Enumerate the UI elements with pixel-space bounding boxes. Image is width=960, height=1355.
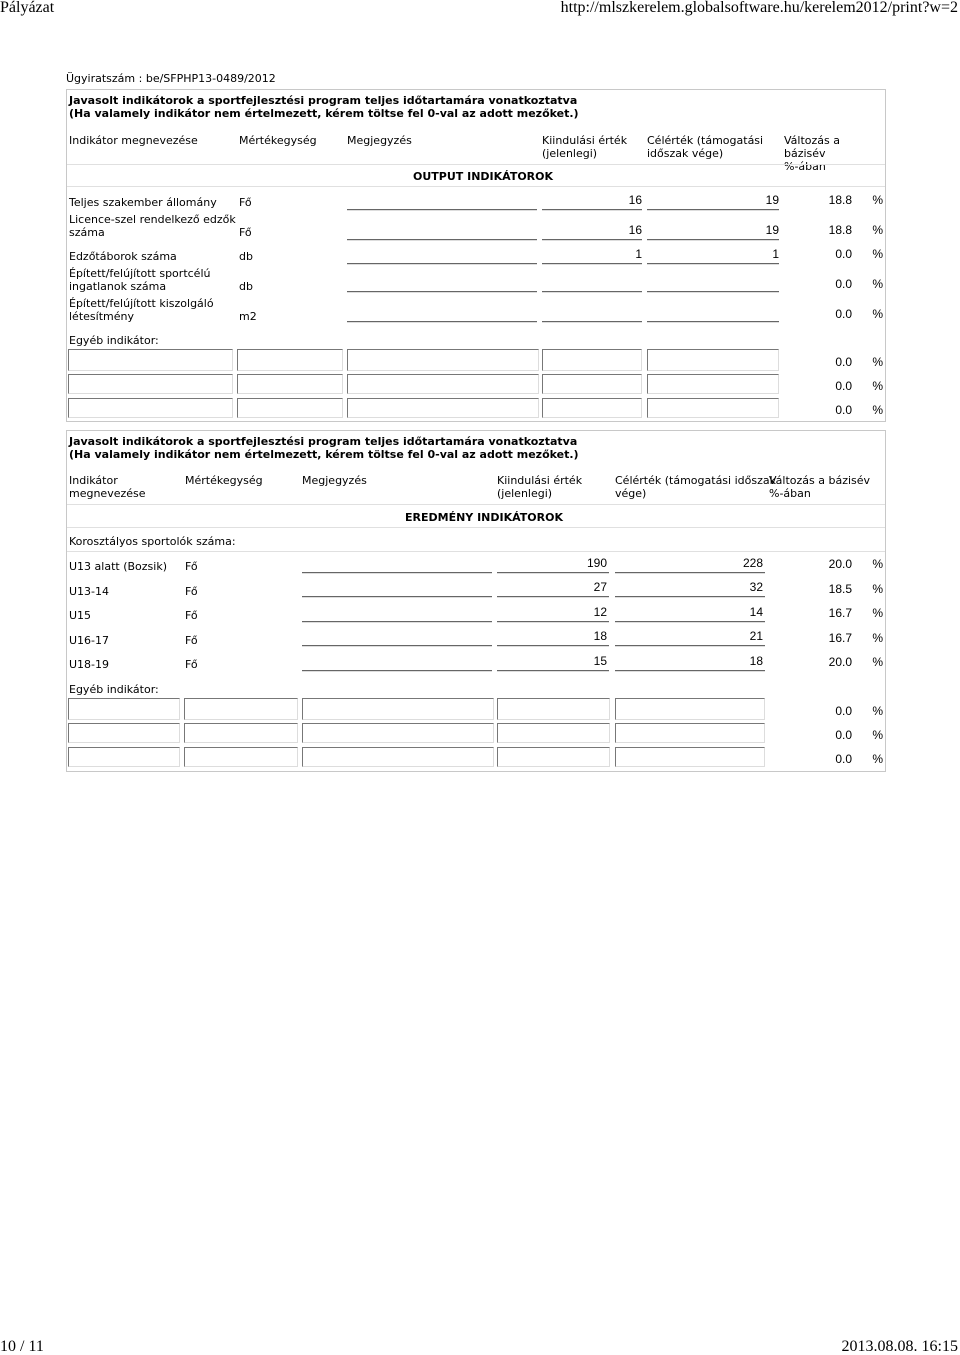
- change-value: 16.7: [828, 631, 852, 645]
- percent-sign: %: [872, 631, 883, 645]
- col-header-name: [69, 474, 146, 500]
- other-note-input[interactable]: [302, 723, 494, 743]
- start-input-underline: [497, 572, 609, 574]
- other-target-input[interactable]: [647, 349, 779, 371]
- col-header-change-line-1: Változás a bázisév: [784, 134, 840, 160]
- row-unit: Fő: [185, 609, 198, 622]
- change-value: 18.8: [828, 223, 852, 237]
- row-name-line-2: ingatlanok száma: [69, 280, 167, 293]
- row-unit: Fő: [185, 560, 198, 573]
- change-value: 0.0: [835, 728, 852, 742]
- start-input-underline: [542, 239, 642, 241]
- col-header-start-line-2: (jelenlegi): [497, 487, 553, 500]
- target-input-underline: [647, 321, 779, 323]
- col-header-name: Indikátor megnevezése: [69, 134, 198, 147]
- other-note-input[interactable]: [347, 374, 539, 394]
- change-value: 20.0: [828, 655, 852, 669]
- col-header-start: [497, 474, 582, 500]
- note-input[interactable]: [347, 321, 537, 323]
- start-value[interactable]: 16: [628, 193, 642, 207]
- row-unit: db: [239, 250, 253, 263]
- change-value: 0.0: [835, 355, 852, 369]
- start-input-underline: [542, 263, 642, 265]
- note-input[interactable]: [347, 263, 537, 265]
- other-target-input[interactable]: [647, 398, 779, 418]
- start-input-underline: [497, 621, 609, 623]
- row-unit: Fő: [185, 658, 198, 671]
- percent-sign: %: [872, 728, 883, 742]
- row-name-line-2: száma: [69, 226, 105, 239]
- other-indicator-label: Egyéb indikátor:: [69, 334, 159, 347]
- target-value[interactable]: 32: [749, 580, 763, 594]
- target-input-underline: [615, 621, 765, 623]
- note-input[interactable]: [347, 291, 537, 293]
- header-separator: [67, 164, 885, 165]
- other-start-input[interactable]: [542, 398, 642, 418]
- percent-sign: %: [872, 307, 883, 321]
- note-input[interactable]: [347, 209, 537, 211]
- start-value[interactable]: 12: [593, 605, 607, 619]
- change-value: 0.0: [835, 704, 852, 718]
- percent-sign: %: [872, 704, 883, 718]
- percent-sign: %: [872, 355, 883, 369]
- start-value[interactable]: 27: [593, 580, 607, 594]
- percent-sign: %: [872, 223, 883, 237]
- result-title-line-1: Javasolt indikátorok a sportfejlesztési program teljes időtartamára vonatkoztatva: [69, 435, 578, 448]
- col-header-target-line-1: Célérték (támogatási időszak: [615, 474, 776, 487]
- target-input-underline: [647, 263, 779, 265]
- other-name-input[interactable]: [68, 747, 180, 767]
- start-input-underline: [497, 596, 609, 598]
- other-name-input[interactable]: [68, 723, 180, 743]
- other-note-input[interactable]: [302, 747, 494, 767]
- col-header-name-line-2: megnevezése: [69, 487, 146, 500]
- start-value[interactable]: 1: [635, 247, 642, 261]
- target-value[interactable]: 19: [765, 223, 779, 237]
- other-unit-input[interactable]: [184, 723, 298, 743]
- other-unit-input[interactable]: [237, 398, 343, 418]
- percent-sign: %: [872, 277, 883, 291]
- target-value[interactable]: 21: [749, 629, 763, 643]
- start-value[interactable]: 16: [628, 223, 642, 237]
- target-value[interactable]: 14: [749, 605, 763, 619]
- target-input-underline: [615, 572, 765, 574]
- target-input-underline: [615, 670, 765, 672]
- target-value[interactable]: 228: [742, 556, 763, 570]
- row-unit: db: [239, 280, 253, 293]
- start-value[interactable]: 190: [586, 556, 607, 570]
- row-unit: Fő: [185, 585, 198, 598]
- percent-sign: %: [872, 193, 883, 207]
- other-note-input[interactable]: [347, 398, 539, 418]
- section-title-result: EREDMÉNY INDIKÁTOROK: [405, 511, 563, 524]
- section-separator: [67, 186, 885, 187]
- change-value: 20.0: [828, 557, 852, 571]
- change-value: 0.0: [835, 752, 852, 766]
- row-name: U16-17: [69, 634, 110, 647]
- other-note-input[interactable]: [347, 349, 539, 371]
- row-name: [69, 213, 236, 239]
- col-header-target: [615, 474, 776, 500]
- col-header-target: [647, 134, 763, 160]
- percent-sign: %: [872, 582, 883, 596]
- col-header-start-line-2: (jelenlegi): [542, 147, 598, 160]
- other-start-input[interactable]: [497, 723, 610, 743]
- other-unit-input[interactable]: [184, 698, 298, 720]
- other-name-input[interactable]: [68, 374, 233, 394]
- other-indicator-label: Egyéb indikátor:: [69, 683, 159, 696]
- col-header-target-line-2: időszak vége): [647, 147, 724, 160]
- other-name-input[interactable]: [68, 398, 233, 418]
- change-value: 0.0: [835, 307, 852, 321]
- age-group-label: Korosztályos sportolók száma:: [69, 535, 236, 548]
- col-header-change: [784, 134, 885, 173]
- col-header-target-line-2: vége): [615, 487, 647, 500]
- row-name: [69, 297, 214, 323]
- other-unit-input[interactable]: [237, 374, 343, 394]
- target-input-underline: [615, 596, 765, 598]
- change-value: 18.8: [828, 193, 852, 207]
- col-header-unit: Mértékegység: [239, 134, 317, 147]
- other-unit-input[interactable]: [184, 747, 298, 767]
- col-header-name-line-1: Indikátor: [69, 474, 118, 487]
- note-input[interactable]: [302, 670, 492, 672]
- target-input-underline: [647, 239, 779, 241]
- target-input-underline: [647, 209, 779, 211]
- percent-sign: %: [872, 606, 883, 620]
- col-header-change: [769, 474, 870, 500]
- note-input[interactable]: [302, 596, 492, 598]
- group-separator: [67, 551, 885, 552]
- page-number: 10 / 11: [0, 1338, 44, 1355]
- row-name: U18-19: [69, 658, 110, 671]
- col-header-note: Megjegyzés: [302, 474, 367, 487]
- start-input-underline: [497, 670, 609, 672]
- percent-sign: %: [872, 403, 883, 417]
- col-header-start-line-1: Kiindulási érték: [497, 474, 583, 487]
- change-value: 0.0: [835, 403, 852, 417]
- section-title-output: OUTPUT INDIKÁTOROK: [413, 170, 554, 183]
- col-header-change-line-2: %-ában: [769, 487, 811, 500]
- percent-sign: %: [872, 557, 883, 571]
- other-start-input[interactable]: [497, 698, 610, 720]
- start-input-underline: [542, 209, 642, 211]
- other-name-input[interactable]: [68, 698, 180, 720]
- other-target-input[interactable]: [647, 374, 779, 394]
- output-title-line-1: Javasolt indikátorok a sportfejlesztési program teljes időtartamára vonatkoztatva: [69, 94, 578, 107]
- row-name-line-1: Épített/felújított kiszolgáló: [69, 297, 214, 310]
- output-panel-title: [69, 94, 579, 120]
- percent-sign: %: [872, 655, 883, 669]
- percent-sign: %: [872, 247, 883, 261]
- page-header-title: Pályázat: [0, 0, 55, 16]
- note-input[interactable]: [302, 645, 492, 647]
- section-separator: [67, 527, 885, 528]
- note-input[interactable]: [347, 239, 537, 241]
- start-value[interactable]: 15: [593, 654, 607, 668]
- other-start-input[interactable]: [542, 374, 642, 394]
- other-start-input[interactable]: [542, 349, 642, 371]
- other-target-input[interactable]: [615, 747, 765, 767]
- row-name: U13 alatt (Bozsik): [69, 560, 167, 573]
- start-input-underline: [497, 645, 609, 647]
- start-input-underline: [542, 321, 642, 323]
- target-value[interactable]: 18: [749, 654, 763, 668]
- row-unit: m2: [239, 310, 257, 323]
- col-header-target-line-1: Célérték (támogatási: [647, 134, 764, 147]
- result-indicators-panel: [66, 430, 886, 772]
- change-value: 0.0: [835, 379, 852, 393]
- output-indicators-panel: [66, 89, 886, 422]
- header-separator: [67, 504, 885, 505]
- note-input[interactable]: [302, 621, 492, 623]
- row-unit: Fő: [185, 634, 198, 647]
- row-name-line-2: létesítmény: [69, 310, 134, 323]
- other-target-input[interactable]: [615, 723, 765, 743]
- other-target-input[interactable]: [615, 698, 765, 720]
- col-header-unit: Mértékegység: [185, 474, 263, 487]
- target-input-underline: [647, 291, 779, 293]
- target-input-underline: [615, 645, 765, 647]
- row-name: U15: [69, 609, 92, 622]
- row-name: U13-14: [69, 585, 110, 598]
- row-name: [69, 267, 210, 293]
- start-input-underline: [542, 291, 642, 293]
- page-header-url[interactable]: http://mlszkerelem.globalsoftware.hu/kerelem2012/print?w=2: [560, 0, 958, 16]
- col-header-start: [542, 134, 627, 160]
- row-name-line-1: Licence-szel rendelkező edzők: [69, 213, 236, 226]
- change-value: 18.5: [828, 582, 852, 596]
- target-value[interactable]: 1: [772, 247, 779, 261]
- col-header-note: Megjegyzés: [347, 134, 412, 147]
- result-title-line-2: (Ha valamely indikátor nem értelmezett, kérem töltse fel 0-val az adott mezőket.): [69, 448, 579, 461]
- percent-sign: %: [872, 752, 883, 766]
- start-value[interactable]: 18: [593, 629, 607, 643]
- other-start-input[interactable]: [497, 747, 610, 767]
- col-header-change-line-2: %-ában: [784, 160, 826, 173]
- change-value: 0.0: [835, 277, 852, 291]
- other-unit-input[interactable]: [237, 349, 343, 371]
- row-unit: Fő: [239, 226, 252, 239]
- row-name: Teljes szakember állomány: [69, 196, 217, 209]
- percent-sign: %: [872, 379, 883, 393]
- col-header-change-line-1: Változás a bázisév: [769, 474, 871, 487]
- other-note-input[interactable]: [302, 698, 494, 720]
- change-value: 16.7: [828, 606, 852, 620]
- document-number: Ügyiratszám : be/SFPHP13-0489/2012: [66, 72, 276, 85]
- target-value[interactable]: 19: [765, 193, 779, 207]
- change-value: 0.0: [835, 247, 852, 261]
- row-name: Edzőtáborok száma: [69, 250, 177, 263]
- row-unit: Fő: [239, 196, 252, 209]
- other-name-input[interactable]: [68, 349, 233, 371]
- row-name-line-1: Épített/felújított sportcélú: [69, 267, 211, 280]
- note-input[interactable]: [302, 572, 492, 574]
- col-header-start-line-1: Kiindulási érték: [542, 134, 628, 147]
- output-title-line-2: (Ha valamely indikátor nem értelmezett, kérem töltse fel 0-val az adott mezőket.): [69, 107, 579, 120]
- result-panel-title: [69, 435, 579, 461]
- print-timestamp: 2013.08.08. 16:15: [841, 1338, 958, 1355]
